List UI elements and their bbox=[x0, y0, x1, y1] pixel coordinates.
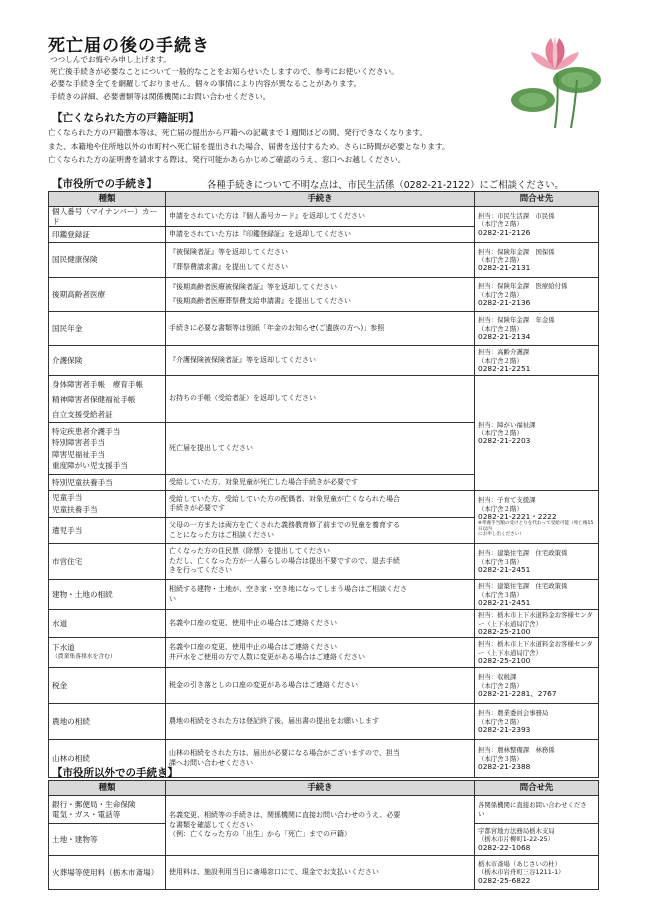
table-row bbox=[49, 376, 599, 423]
contact-cell bbox=[475, 346, 599, 376]
table-row bbox=[49, 207, 599, 227]
type-line: 下水道 bbox=[52, 643, 75, 653]
type-line: 銀行・郵便局・生命保険 bbox=[52, 799, 136, 809]
contact-cell bbox=[475, 491, 599, 544]
table-row bbox=[49, 544, 599, 580]
col-header-procedure: 手続き bbox=[166, 192, 475, 207]
intro-line: 死亡後手続きが必要なことについて一般的なことをお知らせいたしますので、参考にお使いください。 bbox=[50, 67, 399, 77]
contact-phone: 0282-21-2203 bbox=[478, 436, 531, 446]
contact-note: ※孝養手当額の受けとりを代わって受給可能（死亡後15日以内 bbox=[478, 521, 594, 532]
contact-line: 各関係機関に直接お問い合わせくださ bbox=[478, 801, 587, 810]
contact-line: 担当：栃木市上下水道料金お客様センター（上下水道局庁舎） bbox=[478, 640, 593, 657]
koseki-heading: 【亡くなられた方の戸籍証明】 bbox=[52, 112, 199, 124]
type-cell: 個人番号（マイナンバー）カード bbox=[49, 207, 166, 227]
type-line: 特定疾患者介護手当 bbox=[52, 426, 121, 436]
contact-cell bbox=[475, 243, 599, 278]
contact-line: （栃木市片柳町1-22-25） bbox=[478, 835, 555, 844]
procedure-line: 『後期高齢者医療葬祭費支給申請書』を提出してください bbox=[169, 297, 351, 306]
table-row bbox=[49, 668, 599, 704]
contact-line: 担当：建築住宅課 住宅政策係 bbox=[478, 582, 568, 591]
type-cell: 水道 bbox=[49, 610, 166, 638]
type-cell: 国民年金 bbox=[49, 312, 166, 346]
contact-phone: 0282-21-2136 bbox=[478, 297, 531, 307]
contact-note: にお申し出ください） bbox=[478, 532, 524, 538]
procedure-line: （例：亡くなった方の「出生」から「死亡」までの戸籍） bbox=[169, 830, 351, 839]
contact-line: （本庁舎２階） bbox=[478, 356, 523, 365]
type-cell: 火葬場等使用料（栃木市斎場） bbox=[49, 856, 166, 890]
procedure-line: 井戸水をご使用の方で人数に変更がある場合はご連絡ください bbox=[169, 652, 365, 661]
type-cell: 山林の相続 bbox=[49, 740, 166, 778]
procedure-cell bbox=[166, 518, 475, 544]
type-line: 身体障害者手帳 療育手帳 bbox=[52, 379, 144, 389]
table-row bbox=[49, 638, 599, 668]
contact-line: 担当：農業委員会事務局 bbox=[478, 709, 549, 718]
type-cell: 国民健康保険 bbox=[49, 243, 166, 278]
contact-phone: 0282-21-2126 bbox=[478, 227, 531, 237]
contact-line: （本庁舎２階） bbox=[478, 429, 523, 438]
koseki-line: 亡くなられた方の戸籍謄本等は、死亡届の提出から戸籍への記載まで１週間ほどの間、発行できなくなります。 bbox=[48, 128, 428, 137]
procedure-line: 父母の一方または両方を亡くされた義務教育修了前までの児童を養育する bbox=[169, 521, 400, 530]
procedure-cell bbox=[166, 544, 475, 580]
type-cell: 介護保険 bbox=[49, 346, 166, 376]
type-cell: 特別児童扶養手当 bbox=[49, 475, 166, 491]
procedure-cell: 手続きに必要な書類等は別紙「年金のお知らせ(ご遺族の方へ)」参照 bbox=[166, 312, 475, 346]
koseki-line: 亡くなられた方の証明書を請求する際は、発行可能かあらかじめご確認のうえ、窓口へお越しください。 bbox=[48, 155, 406, 164]
type-line: 特別障害者手当 bbox=[52, 438, 106, 448]
contact-line: 担当：建築住宅課 住宅政策係 bbox=[478, 549, 568, 558]
type-cell: 印鑑登録証 bbox=[49, 227, 166, 243]
page-title: 死亡届の後の手続き bbox=[48, 36, 210, 56]
contact-phone: 0282-25-6822 bbox=[478, 875, 531, 885]
contact-cell bbox=[475, 796, 599, 824]
intro-text bbox=[50, 54, 399, 103]
external-procedures-table bbox=[48, 780, 599, 890]
contact-phone: 0282-25-2100 bbox=[478, 655, 531, 665]
koseki-line: また、本籍地や住所地以外の市町村へ死亡届を提出された場合、届書を送付するため、さらに時間が必要となります。 bbox=[48, 141, 450, 151]
contact-cell bbox=[475, 580, 599, 610]
contact-cell bbox=[475, 610, 599, 638]
col-header-type: 種類 bbox=[49, 192, 166, 207]
contact-phone: 0282-21-2393 bbox=[478, 724, 531, 734]
contact-line: （本庁舎２階） bbox=[478, 324, 523, 333]
contact-cell bbox=[475, 312, 599, 346]
procedure-cell bbox=[166, 740, 475, 778]
section-city-heading: 【市役所での手続き】 bbox=[52, 178, 157, 190]
contact-phone: 0282-21-2451 bbox=[478, 564, 531, 574]
procedure-cell: 受給していた方、対象児童が死亡した場合手続きが必要です bbox=[166, 475, 475, 491]
procedure-line: 『葬祭費請求書』を提出してください bbox=[169, 263, 288, 272]
type-cell bbox=[49, 796, 166, 824]
type-line: 児童扶養手当 bbox=[52, 505, 98, 515]
table-row bbox=[49, 312, 599, 346]
contact-line: 担当：保険年金課 国保係 bbox=[478, 247, 555, 256]
contact-phone: 0282-21-2134 bbox=[478, 331, 531, 341]
contact-cell bbox=[475, 376, 599, 491]
procedure-line: 手続きが必要です bbox=[169, 504, 225, 513]
table-row bbox=[49, 796, 599, 824]
type-line: 障害児福祉手当 bbox=[52, 449, 106, 459]
contact-line: （栃木市岩舟町三谷1211-1） bbox=[478, 868, 565, 877]
procedure-line: い bbox=[169, 594, 176, 603]
contact-line: 担当：保険年金課 年金係 bbox=[478, 316, 555, 325]
table-row bbox=[49, 856, 599, 890]
procedure-cell: 死亡届を提出してください bbox=[166, 423, 475, 475]
contact-line: （本庁舎２階） bbox=[478, 504, 523, 513]
procedure-line: 相続する建物・土地が、空き家・空き地になってしまう場合はご相談くださ bbox=[169, 585, 407, 594]
procedure-cell bbox=[166, 243, 475, 278]
contact-line: 担当：保険年金課 医療給付係 bbox=[478, 282, 568, 291]
procedure-cell: 使用料は、施設利用当日に斎場窓口にて、現金でお支払いください bbox=[166, 856, 475, 890]
contact-cell bbox=[475, 856, 599, 890]
contact-cell bbox=[475, 740, 599, 778]
procedure-cell bbox=[166, 580, 475, 610]
col-header-procedure: 手続き bbox=[166, 781, 475, 796]
procedure-cell: 名義や口座の変更、使用中止の場合はご連絡ください bbox=[166, 610, 475, 638]
intro-line: つつしんでお悔やみ申し上げます。 bbox=[50, 55, 171, 64]
contact-cell bbox=[475, 278, 599, 312]
contact-line: （本庁舎２階） bbox=[478, 290, 523, 299]
table-row bbox=[49, 610, 599, 638]
contact-line: 栃木市斎場（あじさいの杜） bbox=[478, 860, 562, 869]
contact-line: （本庁舎３階） bbox=[478, 557, 523, 566]
table-row bbox=[49, 346, 599, 376]
intro-line: 手続きの詳細、必要書類等は関係機関にお問い合わせください。 bbox=[50, 91, 271, 101]
col-header-contact: 問合せ先 bbox=[475, 192, 599, 207]
contact-phone: 0282-22-1068 bbox=[478, 842, 531, 852]
type-cell: 市営住宅 bbox=[49, 544, 166, 580]
contact-cell bbox=[475, 668, 599, 704]
type-cell: 税金 bbox=[49, 668, 166, 704]
koseki-text bbox=[48, 126, 450, 167]
procedure-cell: お持ちの手帳（受給者証）を返却してください bbox=[166, 376, 475, 423]
contact-line: 担当：子育て支援課 bbox=[478, 496, 536, 505]
procedure-line: 『被保険者証』等を返却してください bbox=[169, 247, 288, 256]
type-line: 児童手当 bbox=[52, 493, 83, 503]
procedure-cell: 税金の引き落としの口座の変更がある場合はご連絡ください bbox=[166, 668, 475, 704]
type-cell: 建物・土地の相続 bbox=[49, 580, 166, 610]
procedure-line: 亡くなった方の住民票（除票）を提出してください bbox=[169, 547, 330, 556]
procedure-line: 受給していた方、受給していた方の配偶者、対象児童が亡くなられた場合 bbox=[169, 494, 400, 503]
contact-phone: 0282-25-2100 bbox=[478, 626, 531, 636]
procedure-cell bbox=[166, 796, 475, 856]
type-line: （農業集落排水を含む） bbox=[52, 653, 116, 660]
contact-line: 担当：障がい福祉課 bbox=[478, 420, 536, 429]
contact-line: 担当：栃木市上下水道料金お客様センター（上下水道局庁舎） bbox=[478, 611, 593, 628]
contact-phone: 0282-21-2388 bbox=[478, 761, 531, 771]
col-header-contact: 問合せ先 bbox=[475, 781, 599, 796]
procedure-line: きを行ってください bbox=[169, 566, 232, 575]
contact-cell bbox=[475, 638, 599, 668]
type-cell bbox=[49, 491, 166, 518]
contact-cell bbox=[475, 207, 599, 243]
procedure-line: な書類を確認してください bbox=[169, 820, 253, 829]
section-external-heading: 【市役所以外での手続き】 bbox=[52, 767, 178, 779]
table-row bbox=[49, 278, 599, 312]
procedure-cell: 『介護保険被保険者証』等を返却してください bbox=[166, 346, 475, 376]
procedure-line: 名義変更、相続等の手続きは、関係機関に直接お問い合わせのうえ、必要 bbox=[169, 811, 401, 820]
type-cell bbox=[49, 638, 166, 668]
type-line: 重度障がい児支援手当 bbox=[52, 461, 128, 471]
procedure-line: 『後期高齢者医療被保険者証』等を返却してください bbox=[169, 282, 337, 291]
contact-line: （本庁舎２階） bbox=[478, 717, 523, 726]
type-cell: 土地・建物等 bbox=[49, 824, 166, 856]
contact-line: 担当：高齢介護課 bbox=[478, 348, 530, 357]
contact-phone: 0282-21-2251 bbox=[478, 363, 531, 373]
table-header-row bbox=[49, 192, 599, 207]
type-line: 自立支援受給者証 bbox=[52, 409, 113, 419]
contact-line: （本庁舎３階） bbox=[478, 754, 523, 763]
type-cell bbox=[49, 376, 166, 423]
contact-phone: 0282-21-2221・2222 bbox=[478, 511, 557, 521]
contact-cell bbox=[475, 544, 599, 580]
procedure-cell bbox=[166, 491, 475, 518]
type-cell: 農地の相続 bbox=[49, 704, 166, 740]
consult-note: 各種手続きについて不明な点は、市民生活係（0282-21-2122）にご相談ください。 bbox=[207, 180, 564, 191]
contact-phone: 0282-21-2131 bbox=[478, 263, 531, 273]
table-row bbox=[49, 243, 599, 278]
contact-phone: 0282-21-2281、2767 bbox=[478, 688, 557, 698]
table-row bbox=[49, 704, 599, 740]
contact-line: い bbox=[478, 809, 485, 818]
contact-line: （本庁舎３階） bbox=[478, 590, 523, 599]
city-procedures-table bbox=[48, 191, 599, 778]
procedure-cell bbox=[166, 278, 475, 312]
type-cell: 後期高齢者医療 bbox=[49, 278, 166, 312]
contact-line: 宇都宮地方法務局栃木支局 bbox=[478, 827, 555, 836]
type-line: 精神障害者保健福祉手帳 bbox=[52, 394, 136, 404]
contact-line: （本庁舎２階） bbox=[478, 681, 523, 690]
table-row bbox=[49, 580, 599, 610]
procedure-cell: 申請をされていた方は『印鑑登録証』を返却してください bbox=[166, 227, 475, 243]
procedure-line: ただし、亡くなった方が一人暮らしの場合は提出不要ですので、退去手続 bbox=[169, 556, 400, 565]
contact-line: 担当：農林整備課 林務係 bbox=[478, 746, 555, 755]
contact-line: 担当：収税課 bbox=[478, 673, 517, 682]
contact-line: 担当：市民生活課 市民係 bbox=[478, 212, 555, 221]
type-cell: 遺児手当 bbox=[49, 518, 166, 544]
contact-line: （本庁舎２階） bbox=[478, 220, 523, 229]
procedure-line: ことになった方はご相談ください bbox=[169, 530, 274, 539]
type-line: 電気・ガス・電話等 bbox=[52, 809, 121, 819]
intro-line: 必要な手続き全てを網羅しておりません。個々の事情により内容が異なることがあります。 bbox=[50, 79, 362, 89]
procedure-line: 名義や口座の変更、使用中止の場合はご連絡ください bbox=[169, 643, 337, 652]
procedure-line: 課へお問い合わせください bbox=[169, 758, 253, 767]
table-row bbox=[49, 491, 599, 518]
contact-line: （本庁舎２階） bbox=[478, 256, 523, 265]
col-header-type: 種類 bbox=[49, 781, 166, 796]
contact-cell bbox=[475, 704, 599, 740]
contact-phone: 0282-21-2451 bbox=[478, 597, 531, 607]
procedure-cell bbox=[166, 638, 475, 668]
procedure-cell: 申請をされていた方は『個人番号カード』を返却してください bbox=[166, 207, 475, 227]
type-cell bbox=[49, 423, 166, 475]
table-header-row bbox=[49, 781, 599, 796]
lotus-illustration bbox=[505, 28, 605, 128]
procedure-line: 山林の相続をされた方は、届出が必要になる場合がございますので、担当 bbox=[169, 749, 400, 758]
contact-cell bbox=[475, 824, 599, 856]
procedure-cell: 農地の相続をされた方は登記終了後、届出書の提出をお願いします bbox=[166, 704, 475, 740]
